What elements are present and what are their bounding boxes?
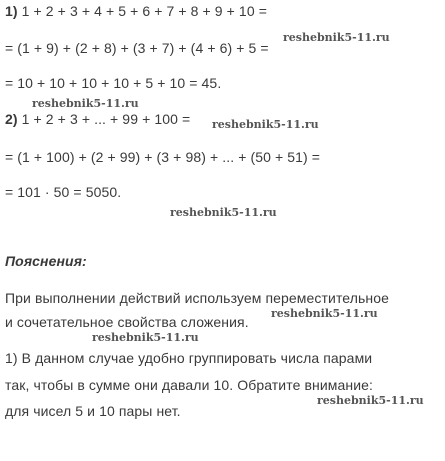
watermark-text: reshebnik5-11.ru [271, 307, 378, 320]
explanation-para2-line1: 1) В данном случае удобно группировать числа парами [5, 350, 373, 366]
explanation-para1-line2: и сочетательное свойства сложения. [5, 314, 249, 330]
task1-expression: 1 + 2 + 3 + 4 + 5 + 6 + 7 + 8 + 9 + 10 = [21, 3, 267, 19]
task1-line2: = (1 + 9) + (2 + 8) + (3 + 7) + (4 + 6) + 5 = [5, 40, 269, 56]
explanation-para2-line3: для чисел 5 и 10 пары нет. [5, 403, 181, 419]
task1-line3: = 10 + 10 + 10 + 10 + 5 + 10 = 45. [5, 75, 222, 91]
watermark-text: reshebnik5-11.ru [212, 118, 319, 131]
watermark-text: reshebnik5-11.ru [283, 31, 390, 44]
watermark-text: reshebnik5-11.ru [92, 331, 199, 344]
task2-expression: 1 + 2 + 3 + ... + 99 + 100 = [21, 111, 191, 127]
task2-line2: = (1 + 100) + (2 + 99) + (3 + 98) + ... + (50 + 51) = [5, 149, 321, 165]
task2-line1 [5, 111, 190, 127]
explanation-para1-line1: При выполнении действий используем переместительное [5, 290, 389, 306]
task1-number: 1) [5, 3, 18, 19]
watermark-text: reshebnik5-11.ru [170, 206, 277, 219]
watermark-text: reshebnik5-11.ru [32, 97, 139, 110]
task2-number: 2) [5, 111, 18, 127]
watermark-text: reshebnik5-11.ru [317, 394, 424, 407]
explanation-heading: Пояснения: [5, 253, 87, 269]
explanation-para2-line2: так, чтобы в сумме они давали 10. Обратите внимание: [5, 377, 373, 393]
task1-line1 [5, 3, 267, 19]
task2-line3: = 101 · 50 = 5050. [5, 184, 122, 200]
